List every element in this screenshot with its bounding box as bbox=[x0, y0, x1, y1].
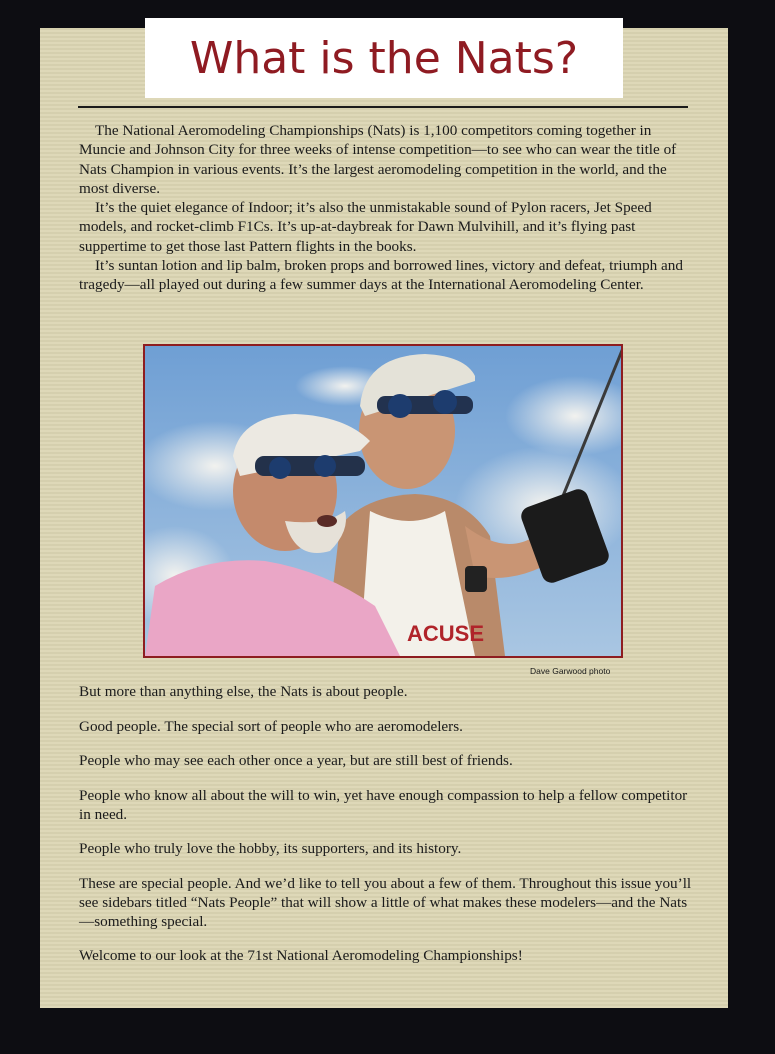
page-title: What is the Nats? bbox=[189, 32, 579, 84]
title-banner bbox=[145, 18, 623, 98]
people-paragraph: People who truly love the hobby, its supporters, and its history. bbox=[79, 840, 462, 857]
photo-illustration bbox=[145, 346, 621, 656]
shirt-lettering: ACUSE bbox=[407, 621, 485, 646]
title-divider bbox=[78, 106, 688, 108]
people-paragraph: But more than anything else, the Nats is about people. bbox=[79, 683, 408, 700]
intro-text bbox=[79, 121, 689, 295]
people-paragraph: People who know all about the will to win, yet have enough compassion to help a fellow competitor in need. bbox=[79, 786, 688, 823]
people-paragraph: These are special people. And we’d like to tell you about a few of them. Throughout this issue you’ll see sidebars titled “Nats People” that will show a little of what makes these modelers—and the Nats—something special. bbox=[79, 874, 692, 930]
people-text bbox=[79, 682, 699, 981]
people-paragraph: People who may see each other once a year, but are still best of friends. bbox=[79, 752, 513, 769]
photo-credit: Dave Garwood photo bbox=[530, 666, 611, 676]
intro-paragraph: It’s suntan lotion and lip balm, broken props and borrowed lines, victory and defeat, triumph and tragedy—all played out during a few summer days at the International Aeromodeling Center. bbox=[79, 257, 683, 294]
people-paragraph: Welcome to our look at the 71st National Aeromodeling Championships! bbox=[79, 947, 523, 964]
intro-paragraph: It’s the quiet elegance of Indoor; it’s also the unmistakable sound of Pylon racers, Jet Speed models, and rocket-climb F1Cs. It’s up-at-daybreak for Dawn Mulvihill, and it’s flying past suppertime to get those last Pattern flights in the books. bbox=[79, 199, 652, 255]
intro-paragraph: The National Aeromodeling Championships (Nats) is 1,100 competitors coming together in Muncie and Johnson City for three weeks of intense competition—to see who can wear the title of Nats Champion in various events. It’s the largest aeromodeling competition in the world, and the most diverse. bbox=[79, 122, 677, 197]
people-paragraph: Good people. The special sort of people who are aeromodelers. bbox=[79, 717, 463, 735]
feature-photo bbox=[143, 344, 623, 658]
